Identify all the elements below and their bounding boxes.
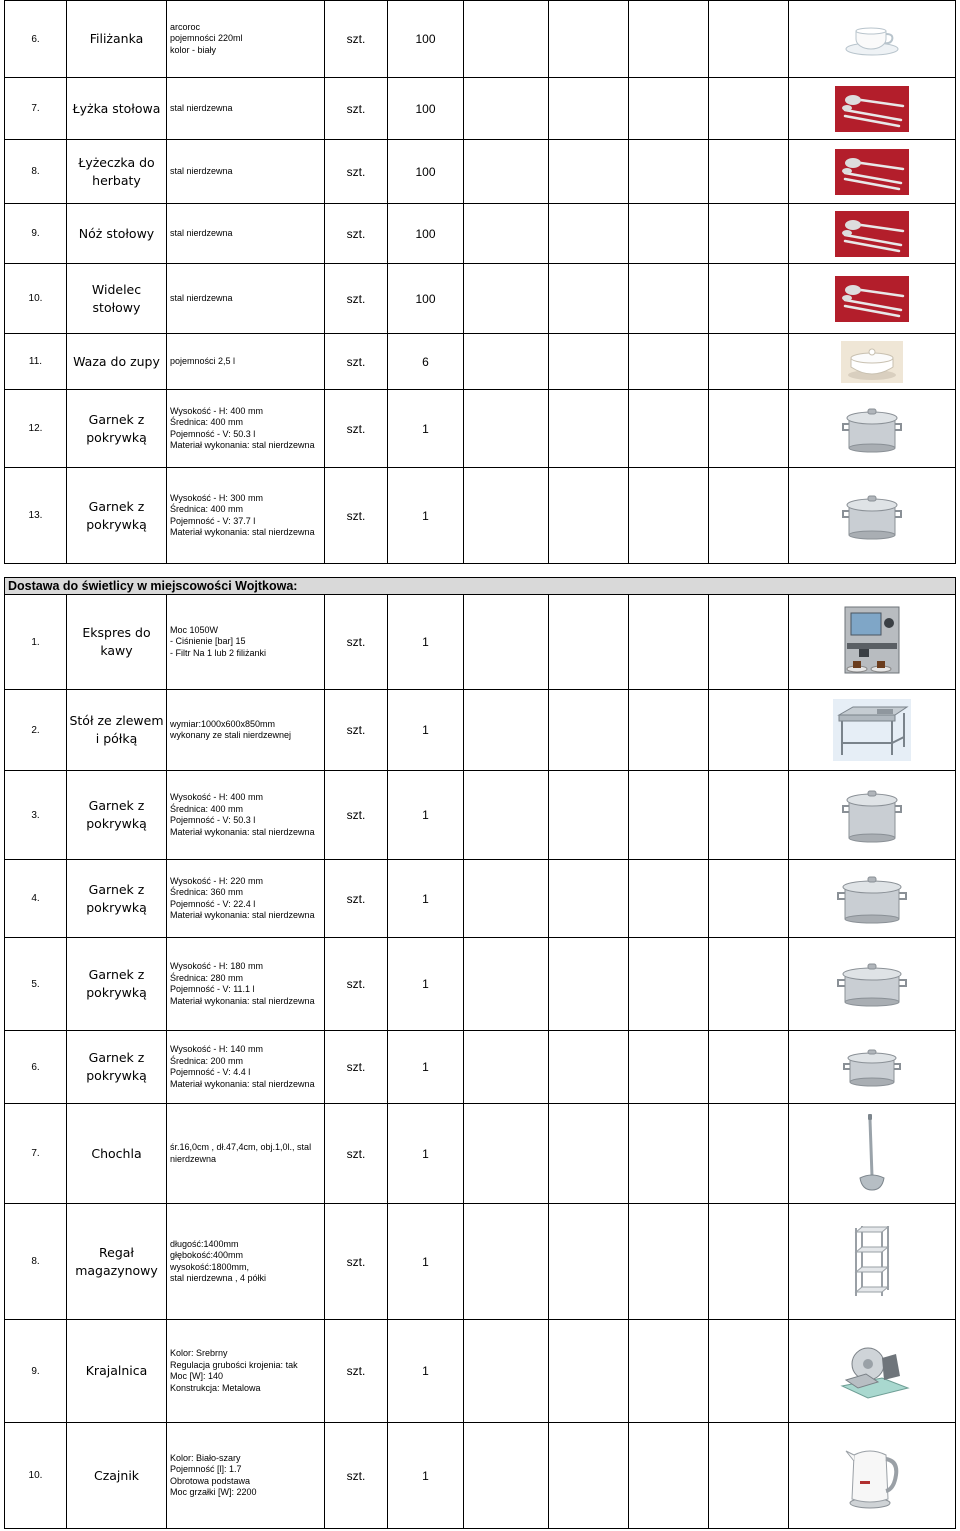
item-description: Wysokość - H: 400 mm Średnica: 400 mm Pojemność - V: 50.3 l Materiał wykonania: stal nierdzewna [166, 771, 324, 860]
item-name: Garnek z pokrywką [66, 860, 166, 938]
item-unit: szt. [324, 1204, 387, 1320]
item-description: Wysokość - H: 400 mm Średnica: 400 mm Pojemność - V: 50.3 l Materiał wykonania: stal nierdzewna [166, 390, 324, 468]
item-image-cell [788, 140, 956, 204]
item-quantity: 6 [387, 334, 463, 390]
empty-cell [628, 334, 708, 390]
item-description: Wysokość - H: 300 mm Średnica: 400 mm Pojemność - V: 37.7 l Materiał wykonania: stal nierdzewna [166, 468, 324, 564]
empty-cell [708, 1031, 788, 1104]
empty-cell [548, 1031, 628, 1104]
cooking-pot-icon [839, 1044, 905, 1090]
item-number: 8. [4, 140, 66, 204]
item-description: Wysokość - H: 180 mm Średnica: 280 mm Pojemność - V: 11.1 l Materiał wykonania: stal nierdzewna [166, 938, 324, 1031]
item-name: Filiżanka [66, 0, 166, 78]
empty-cell [708, 140, 788, 204]
item-image-cell [788, 938, 956, 1031]
item-description: długość:1400mm głębokość:400mm wysokość:1800mm, stal nierdzewna , 4 półki [166, 1204, 324, 1320]
item-image-cell [788, 334, 956, 390]
empty-cell [463, 938, 548, 1031]
table-row [4, 390, 956, 468]
item-image-cell [788, 1423, 956, 1529]
empty-cell [463, 140, 548, 204]
item-number: 6. [4, 1031, 66, 1104]
item-description: Kolor: Srebrny Regulacja grubości krojenia: tak Moc [W]: 140 Konstrukcja: Metalowa [166, 1320, 324, 1423]
item-unit: szt. [324, 0, 387, 78]
empty-cell [628, 468, 708, 564]
item-name: Garnek z pokrywką [66, 468, 166, 564]
cutlery-set-icon [835, 86, 909, 132]
empty-cell [548, 204, 628, 264]
item-name: Ekspres do kawy [66, 595, 166, 690]
empty-cell [463, 1204, 548, 1320]
item-name: Krajalnica [66, 1320, 166, 1423]
empty-cell [628, 390, 708, 468]
empty-cell [463, 468, 548, 564]
empty-cell [708, 860, 788, 938]
item-number: 10. [4, 1423, 66, 1529]
item-image-cell [788, 1320, 956, 1423]
item-number: 13. [4, 468, 66, 564]
item-unit: szt. [324, 1320, 387, 1423]
item-image-cell [788, 595, 956, 690]
item-unit: szt. [324, 468, 387, 564]
empty-cell [628, 140, 708, 204]
empty-cell [548, 1320, 628, 1423]
item-description: stal nierdzewna [166, 78, 324, 140]
empty-cell [708, 468, 788, 564]
empty-cell [628, 1104, 708, 1204]
item-number: 11. [4, 334, 66, 390]
item-number: 10. [4, 264, 66, 334]
item-name: Czajnik [66, 1423, 166, 1529]
empty-cell [708, 390, 788, 468]
empty-cell [708, 0, 788, 78]
empty-cell [628, 1031, 708, 1104]
item-name: Waza do zupy [66, 334, 166, 390]
empty-cell [463, 860, 548, 938]
item-number: 6. [4, 0, 66, 78]
cooking-pot-icon [833, 956, 911, 1012]
item-description: Wysokość - H: 220 mm Średnica: 360 mm Pojemność - V: 22.4 l Materiał wykonania: stal nierdzewna [166, 860, 324, 938]
cooking-pot-icon [837, 404, 907, 454]
sink-table-icon [833, 699, 911, 761]
item-number: 7. [4, 1104, 66, 1204]
item-image-cell [788, 690, 956, 771]
cutlery-set-icon [835, 211, 909, 257]
item-image-cell [788, 468, 956, 564]
cooking-pot-icon [837, 491, 907, 541]
table-row [4, 468, 956, 564]
cooking-pot-icon [833, 871, 911, 927]
table-row [4, 1423, 956, 1529]
empty-cell [463, 1104, 548, 1204]
item-image-cell [788, 0, 956, 78]
item-description: stal nierdzewna [166, 140, 324, 204]
empty-cell [548, 334, 628, 390]
item-number: 5. [4, 938, 66, 1031]
empty-cell [548, 264, 628, 334]
empty-cell [708, 771, 788, 860]
empty-cell [628, 1320, 708, 1423]
item-quantity: 1 [387, 1423, 463, 1529]
item-name: Chochla [66, 1104, 166, 1204]
empty-cell [548, 390, 628, 468]
empty-cell [548, 595, 628, 690]
empty-cell [708, 1320, 788, 1423]
item-number: 3. [4, 771, 66, 860]
slicer-icon [832, 1340, 912, 1402]
item-quantity: 1 [387, 1031, 463, 1104]
empty-cell [628, 78, 708, 140]
item-description: Wysokość - H: 140 mm Średnica: 200 mm Pojemność - V: 4.4 l Materiał wykonania: stal nierdzewna [166, 1031, 324, 1104]
item-quantity: 1 [387, 1204, 463, 1320]
item-quantity: 1 [387, 938, 463, 1031]
item-quantity: 1 [387, 690, 463, 771]
item-description: Kolor: Biało-szary Pojemność [l]: 1.7 Obrotowa podstawa Moc grzałki [W]: 2200 [166, 1423, 324, 1529]
item-image-cell [788, 390, 956, 468]
storage-rack-icon [850, 1224, 894, 1300]
item-unit: szt. [324, 595, 387, 690]
empty-cell [548, 468, 628, 564]
item-quantity: 100 [387, 78, 463, 140]
empty-cell [708, 690, 788, 771]
item-number: 12. [4, 390, 66, 468]
table-row [4, 334, 956, 390]
table-row [4, 0, 956, 78]
empty-cell [628, 1423, 708, 1529]
empty-cell [708, 264, 788, 334]
item-unit: szt. [324, 1104, 387, 1204]
item-name: Garnek z pokrywką [66, 771, 166, 860]
electric-kettle-icon [842, 1441, 902, 1511]
cutlery-set-icon [835, 276, 909, 322]
empty-cell [708, 334, 788, 390]
table-row [4, 690, 956, 771]
item-unit: szt. [324, 78, 387, 140]
table-row [4, 1104, 956, 1204]
item-description: Moc 1050W - Ciśnienie [bar] 15 - Filtr Na 1 lub 2 filiżanki [166, 595, 324, 690]
empty-cell [463, 690, 548, 771]
item-quantity: 1 [387, 390, 463, 468]
empty-cell [548, 860, 628, 938]
empty-cell [708, 1104, 788, 1204]
item-name: Garnek z pokrywką [66, 1031, 166, 1104]
item-quantity: 100 [387, 140, 463, 204]
empty-cell [463, 334, 548, 390]
item-name: Garnek z pokrywką [66, 938, 166, 1031]
empty-cell [463, 1031, 548, 1104]
empty-cell [628, 264, 708, 334]
empty-cell [708, 1423, 788, 1529]
item-quantity: 1 [387, 1320, 463, 1423]
item-quantity: 100 [387, 204, 463, 264]
empty-cell [708, 1204, 788, 1320]
table-row [4, 204, 956, 264]
cutlery-set-icon [835, 149, 909, 195]
item-unit: szt. [324, 771, 387, 860]
item-number: 2. [4, 690, 66, 771]
empty-cell [463, 1320, 548, 1423]
empty-cell [628, 860, 708, 938]
empty-cell [628, 938, 708, 1031]
item-image-cell [788, 771, 956, 860]
item-number: 8. [4, 1204, 66, 1320]
item-name: Nóż stołowy [66, 204, 166, 264]
item-quantity: 1 [387, 860, 463, 938]
item-unit: szt. [324, 204, 387, 264]
empty-cell [463, 390, 548, 468]
table-row [4, 1031, 956, 1104]
empty-cell [463, 204, 548, 264]
item-quantity: 100 [387, 0, 463, 78]
empty-cell [548, 1204, 628, 1320]
section-header: Dostawa do świetlicy w miejscowości Wojtkowa: [4, 577, 956, 595]
item-image-cell [788, 1204, 956, 1320]
item-description: stal nierdzewna [166, 264, 324, 334]
item-description: wymiar:1000x600x850mm wykonany ze stali nierdzewnej [166, 690, 324, 771]
item-image-cell [788, 1031, 956, 1104]
empty-cell [628, 1204, 708, 1320]
item-description: arcoroc pojemności 220ml kolor - biały [166, 0, 324, 78]
table-row [4, 595, 956, 690]
empty-cell [548, 78, 628, 140]
empty-cell [628, 595, 708, 690]
item-name: Łyżka stołowa [66, 78, 166, 140]
empty-cell [628, 0, 708, 78]
item-unit: szt. [324, 1423, 387, 1529]
empty-cell [548, 938, 628, 1031]
item-unit: szt. [324, 690, 387, 771]
empty-cell [548, 1423, 628, 1529]
item-description: pojemności 2,5 l [166, 334, 324, 390]
table-row [4, 771, 956, 860]
table-row [4, 264, 956, 334]
item-unit: szt. [324, 334, 387, 390]
item-unit: szt. [324, 264, 387, 334]
item-number: 1. [4, 595, 66, 690]
empty-cell [548, 140, 628, 204]
table-row [4, 860, 956, 938]
ladle-icon [852, 1112, 892, 1196]
item-quantity: 100 [387, 264, 463, 334]
item-name: Stół ze zlewem i półką [66, 690, 166, 771]
item-unit: szt. [324, 1031, 387, 1104]
empty-cell [548, 0, 628, 78]
empty-cell [548, 690, 628, 771]
item-image-cell [788, 1104, 956, 1204]
item-quantity: 1 [387, 595, 463, 690]
item-description: śr.16,0cm , dł.47,4cm, obj.1,0l., stal nierdzewna [166, 1104, 324, 1204]
empty-cell [463, 595, 548, 690]
espresso-machine-icon [837, 603, 907, 681]
item-unit: szt. [324, 390, 387, 468]
soup-tureen-icon [841, 341, 903, 383]
table-row [4, 1204, 956, 1320]
item-name: Widelec stołowy [66, 264, 166, 334]
item-image-cell [788, 204, 956, 264]
empty-cell [628, 690, 708, 771]
item-image-cell [788, 264, 956, 334]
empty-cell [708, 78, 788, 140]
empty-cell [548, 1104, 628, 1204]
item-number: 4. [4, 860, 66, 938]
table-row [4, 938, 956, 1031]
item-unit: szt. [324, 938, 387, 1031]
empty-cell [548, 771, 628, 860]
table-row [4, 140, 956, 204]
cup-saucer-icon [842, 19, 902, 59]
item-name: Garnek z pokrywką [66, 390, 166, 468]
empty-cell [463, 78, 548, 140]
empty-cell [463, 771, 548, 860]
empty-cell [463, 1423, 548, 1529]
item-quantity: 1 [387, 1104, 463, 1204]
item-image-cell [788, 860, 956, 938]
item-name: Łyżeczka do herbaty [66, 140, 166, 204]
empty-cell [628, 204, 708, 264]
item-number: 7. [4, 78, 66, 140]
item-name: Regał magazynowy [66, 1204, 166, 1320]
empty-cell [628, 771, 708, 860]
empty-cell [463, 264, 548, 334]
empty-cell [463, 0, 548, 78]
item-unit: szt. [324, 860, 387, 938]
item-quantity: 1 [387, 771, 463, 860]
cooking-pot-icon [837, 786, 907, 844]
item-number: 9. [4, 1320, 66, 1423]
item-number: 9. [4, 204, 66, 264]
item-unit: szt. [324, 140, 387, 204]
item-description: stal nierdzewna [166, 204, 324, 264]
table-row [4, 1320, 956, 1423]
item-image-cell [788, 78, 956, 140]
empty-cell [708, 595, 788, 690]
empty-cell [708, 938, 788, 1031]
table-row [4, 78, 956, 140]
item-quantity: 1 [387, 468, 463, 564]
empty-cell [708, 204, 788, 264]
